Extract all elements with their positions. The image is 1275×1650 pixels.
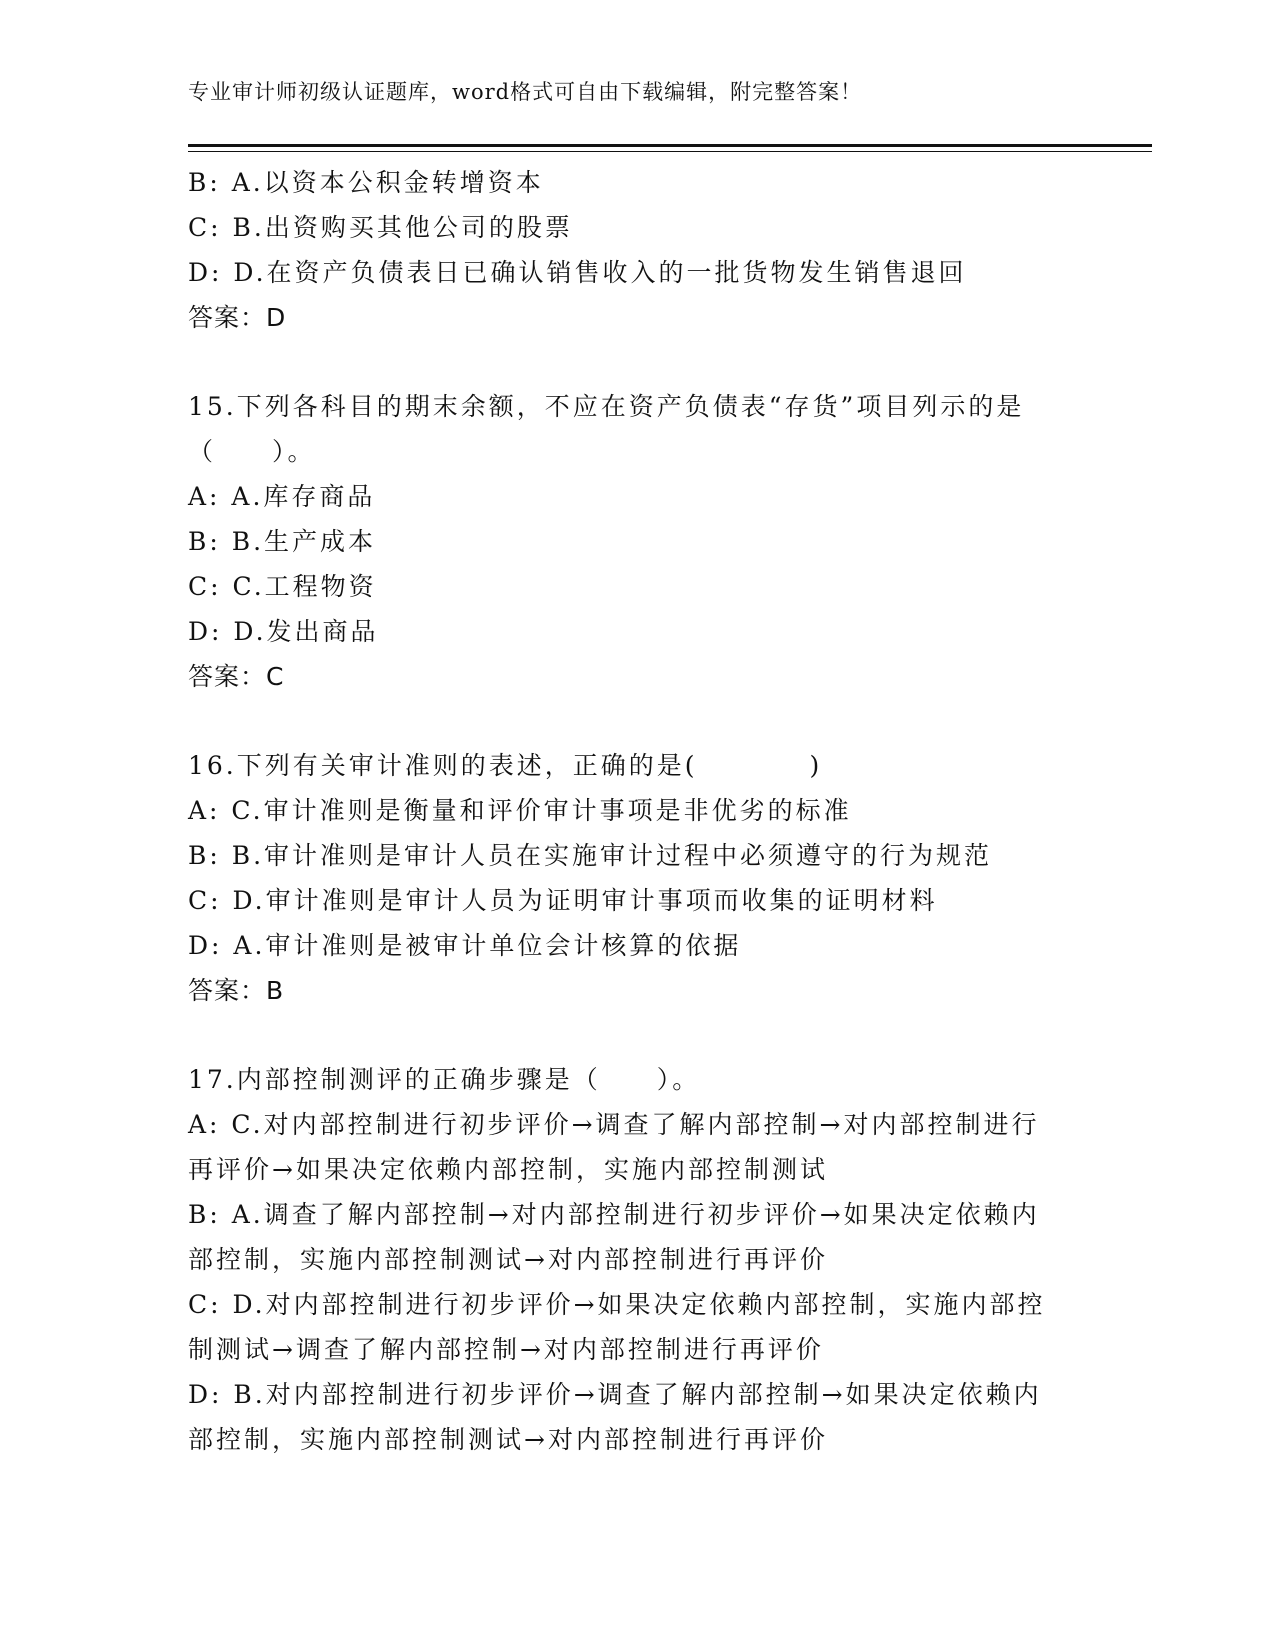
question-stem: 15.下列各科目的期末余额，不应在资产负债表“存货”项目列示的是 <box>188 392 1025 421</box>
option-d-cont: 部控制，实施内部控制测试→对内部控制进行再评价 <box>188 1425 828 1454</box>
option-c: C: D.对内部控制进行初步评价→如果决定依赖内部控制，实施内部控 <box>188 1290 1046 1319</box>
option-b-cont: 部控制，实施内部控制测试→对内部控制进行再评价 <box>188 1245 828 1274</box>
question-stem: 16.下列有关审计准则的表述，正确的是( ) <box>188 751 823 780</box>
question-stem: 17.内部控制测评的正确步骤是（ ）。 <box>188 1065 701 1094</box>
page-header: 专业审计师初级认证题库，word格式可自由下载编辑，附完整答案！ <box>188 80 863 104</box>
option-b: B: A.调查了解内部控制→对内部控制进行初步评价→如果决定依赖内 <box>188 1200 1040 1229</box>
option-d: D: D.在资产负债表日已确认销售收入的一批货物发生销售退回 <box>188 258 967 287</box>
option-b: B: A.以资本公积金转增资本 <box>188 168 544 197</box>
option-c: C: D.审计准则是审计人员为证明审计事项而收集的证明材料 <box>188 886 938 915</box>
option-a: A: A.库存商品 <box>188 482 376 511</box>
answer: 答案：B <box>188 976 285 1005</box>
option-c: C: C.工程物资 <box>188 572 377 601</box>
option-c: C: B.出资购买其他公司的股票 <box>188 213 573 242</box>
question-content <box>188 160 1088 1462</box>
option-c-cont: 制测试→调查了解内部控制→对内部控制进行再评价 <box>188 1335 824 1364</box>
option-d: D: B.对内部控制进行初步评价→调查了解内部控制→如果决定依赖内 <box>188 1380 1042 1409</box>
option-b: B: B.审计准则是审计人员在实施审计过程中必须遵守的行为规范 <box>188 841 993 870</box>
answer: 答案：D <box>188 303 287 332</box>
option-b: B: B.生产成本 <box>188 527 377 556</box>
header-rule-thin <box>188 151 1152 152</box>
option-d: D: A.审计准则是被审计单位会计核算的依据 <box>188 931 742 960</box>
option-a: A: C.对内部控制进行初步评价→调查了解内部控制→对内部控制进行 <box>188 1110 1040 1139</box>
option-a: A: C.审计准则是衡量和评价审计事项是非优劣的标准 <box>188 796 852 825</box>
header-rule-thick <box>188 144 1152 147</box>
option-a-cont: 再评价→如果决定依赖内部控制，实施内部控制测试 <box>188 1155 828 1184</box>
answer: 答案：C <box>188 662 285 691</box>
question-stem-cont: （ ）。 <box>188 437 316 466</box>
option-d: D: D.发出商品 <box>188 617 379 646</box>
